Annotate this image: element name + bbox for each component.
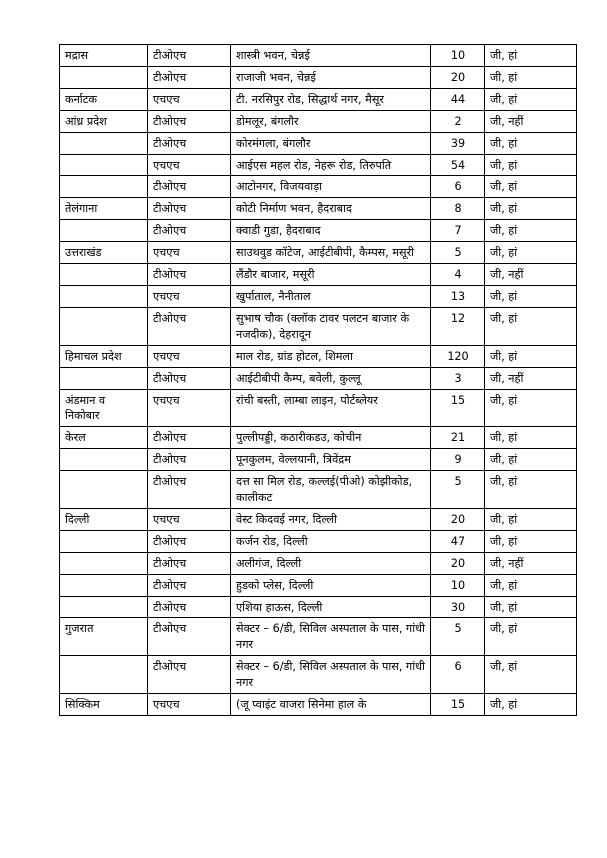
count-cell: 30 — [431, 596, 485, 618]
state-cell — [60, 176, 148, 198]
state-cell: सिक्किम — [60, 694, 148, 716]
availability-cell: जी, हां — [485, 154, 577, 176]
count-cell: 39 — [431, 132, 485, 154]
availability-cell: जी, हां — [485, 45, 577, 67]
type-cell: टीओएच — [148, 656, 231, 694]
type-cell: टीओएच — [148, 220, 231, 242]
state-cell — [60, 656, 148, 694]
type-cell: टीओएच — [148, 45, 231, 67]
address-cell: सेक्टर – 6/डी, सिविल अस्पताल के पास, गांधी नगर — [231, 618, 431, 656]
address-cell: कर्जन रोड, दिल्ली — [231, 530, 431, 552]
availability-cell: जी, हां — [485, 176, 577, 198]
type-cell: एचएच — [148, 285, 231, 307]
address-cell: डोमलूर, बंगलौर — [231, 110, 431, 132]
table-row — [60, 345, 577, 367]
count-cell: 5 — [431, 471, 485, 509]
state-cell — [60, 307, 148, 345]
availability-cell: जी, हां — [485, 471, 577, 509]
table-row — [60, 508, 577, 530]
count-cell: 47 — [431, 530, 485, 552]
availability-cell: जी, हां — [485, 132, 577, 154]
state-cell — [60, 264, 148, 286]
count-cell: 10 — [431, 574, 485, 596]
state-cell — [60, 530, 148, 552]
address-cell: आईटीबीपी कैम्प, बवेली, कुल्लू — [231, 367, 431, 389]
table-row — [60, 285, 577, 307]
table-row — [60, 66, 577, 88]
availability-cell: जी, हां — [485, 427, 577, 449]
address-cell: दत्त सा मिल रोड, कल्लई(पीओ) कोझीकोड, कालीकट — [231, 471, 431, 509]
type-cell: टीओएच — [148, 530, 231, 552]
availability-cell: जी, नहीं — [485, 367, 577, 389]
table-row — [60, 656, 577, 694]
table-row — [60, 449, 577, 471]
state-cell: केरल — [60, 427, 148, 449]
state-cell: अंडमान व निकोबार — [60, 389, 148, 427]
state-cell — [60, 367, 148, 389]
state-cell: गुजरात — [60, 618, 148, 656]
type-cell: टीओएच — [148, 552, 231, 574]
table-row — [60, 596, 577, 618]
address-cell: सेक्टर – 6/डी, सिविल अस्पताल के पास, गांधी नगर — [231, 656, 431, 694]
state-cell — [60, 449, 148, 471]
table-row — [60, 618, 577, 656]
type-cell: टीओएच — [148, 198, 231, 220]
address-cell: (जू प्वाइंट वाजरा सिनेमा हाल के — [231, 694, 431, 716]
address-cell: लैंडौर बाजार, मसूरी — [231, 264, 431, 286]
count-cell: 4 — [431, 264, 485, 286]
table-row — [60, 132, 577, 154]
state-cell — [60, 596, 148, 618]
availability-cell: जी, हां — [485, 694, 577, 716]
type-cell: टीओएच — [148, 66, 231, 88]
table-row — [60, 242, 577, 264]
count-cell: 20 — [431, 508, 485, 530]
table-row — [60, 264, 577, 286]
count-cell: 5 — [431, 618, 485, 656]
availability-cell: जी, हां — [485, 220, 577, 242]
availability-cell: जी, हां — [485, 285, 577, 307]
type-cell: एचएच — [148, 694, 231, 716]
availability-cell: जी, नहीं — [485, 110, 577, 132]
state-cell — [60, 154, 148, 176]
type-cell: टीओएच — [148, 449, 231, 471]
count-cell: 20 — [431, 552, 485, 574]
address-cell: पूनकुलम, वेल्लयानी, त्रिवेंद्रम — [231, 449, 431, 471]
table-row — [60, 694, 577, 716]
count-cell: 5 — [431, 242, 485, 264]
table-row — [60, 110, 577, 132]
table-row — [60, 552, 577, 574]
state-cell: मद्रास — [60, 45, 148, 67]
state-cell: आंध्र प्रदेश — [60, 110, 148, 132]
count-cell: 20 — [431, 66, 485, 88]
type-cell: एचएच — [148, 389, 231, 427]
availability-cell: जी, हां — [485, 530, 577, 552]
state-cell: हिमाचल प्रदेश — [60, 345, 148, 367]
availability-cell: जी, हां — [485, 88, 577, 110]
address-cell: हुडको प्लेस, दिल्ली — [231, 574, 431, 596]
count-cell: 10 — [431, 45, 485, 67]
count-cell: 44 — [431, 88, 485, 110]
type-cell: टीओएच — [148, 264, 231, 286]
address-cell: रांची बस्ती, लाम्बा लाइन, पोर्टब्लेयर — [231, 389, 431, 427]
address-cell: आईएस महल रोड, नेहरू रोड, तिरुपति — [231, 154, 431, 176]
type-cell: टीओएच — [148, 574, 231, 596]
count-cell: 7 — [431, 220, 485, 242]
count-cell: 2 — [431, 110, 485, 132]
address-cell: कोरमंगला, बंगलौर — [231, 132, 431, 154]
type-cell: टीओएच — [148, 176, 231, 198]
table-row — [60, 176, 577, 198]
address-cell: कोटी निर्माण भवन, हैदराबाद — [231, 198, 431, 220]
availability-cell: जी, हां — [485, 574, 577, 596]
type-cell: एचएच — [148, 242, 231, 264]
table-row — [60, 427, 577, 449]
address-cell: पुल्लीपड्डी, कठारीकडउ, कोचीन — [231, 427, 431, 449]
availability-cell: जी, हां — [485, 307, 577, 345]
state-cell — [60, 132, 148, 154]
availability-cell: जी, नहीं — [485, 552, 577, 574]
state-cell — [60, 66, 148, 88]
availability-cell: जी, हां — [485, 449, 577, 471]
type-cell: टीओएच — [148, 132, 231, 154]
table-row — [60, 574, 577, 596]
count-cell: 8 — [431, 198, 485, 220]
table-row — [60, 154, 577, 176]
availability-cell: जी, हां — [485, 66, 577, 88]
count-cell: 15 — [431, 694, 485, 716]
table-row — [60, 198, 577, 220]
table-row — [60, 367, 577, 389]
address-cell: खुर्पाताल, नैनीताल — [231, 285, 431, 307]
address-cell: शास्त्री भवन, चेन्नई — [231, 45, 431, 67]
table-row — [60, 389, 577, 427]
address-cell: अलीगंज, दिल्ली — [231, 552, 431, 574]
table-row — [60, 471, 577, 509]
type-cell: एचएच — [148, 88, 231, 110]
address-cell: क्वाडी गुडा, हैदराबाद — [231, 220, 431, 242]
count-cell: 21 — [431, 427, 485, 449]
address-cell: राजाजी भवन, चेन्नई — [231, 66, 431, 88]
availability-cell: जी, हां — [485, 198, 577, 220]
type-cell: टीओएच — [148, 307, 231, 345]
state-cell: उत्तराखंड — [60, 242, 148, 264]
address-cell: आटोनगर, विजयवाड़ा — [231, 176, 431, 198]
table-row — [60, 307, 577, 345]
count-cell: 120 — [431, 345, 485, 367]
availability-cell: जी, हां — [485, 656, 577, 694]
state-cell — [60, 285, 148, 307]
table-row — [60, 45, 577, 67]
state-cell — [60, 574, 148, 596]
availability-cell: जी, हां — [485, 508, 577, 530]
count-cell: 6 — [431, 656, 485, 694]
type-cell: टीओएच — [148, 471, 231, 509]
availability-cell: जी, हां — [485, 242, 577, 264]
type-cell: एचएच — [148, 508, 231, 530]
address-cell: माल रोड, ग्रांड होटल, शिमला — [231, 345, 431, 367]
count-cell: 54 — [431, 154, 485, 176]
address-cell: साउथवुड कॉटेज, आईटीबीपी, कैम्पस, मसूरी — [231, 242, 431, 264]
availability-cell: जी, हां — [485, 596, 577, 618]
count-cell: 15 — [431, 389, 485, 427]
type-cell: टीओएच — [148, 618, 231, 656]
type-cell: टीओएच — [148, 110, 231, 132]
state-cell: कर्नाटक — [60, 88, 148, 110]
type-cell: टीओएच — [148, 596, 231, 618]
state-cell — [60, 552, 148, 574]
address-cell: सुभाष चौक (क्लॉक टावर पलटन बाजार के नजदीक), देहरादून — [231, 307, 431, 345]
table-row — [60, 220, 577, 242]
availability-cell: जी, हां — [485, 618, 577, 656]
type-cell: टीओएच — [148, 427, 231, 449]
state-cell: दिल्ली — [60, 508, 148, 530]
table-body — [60, 45, 577, 716]
type-cell: एचएच — [148, 345, 231, 367]
count-cell: 9 — [431, 449, 485, 471]
table-row — [60, 530, 577, 552]
availability-cell: जी, नहीं — [485, 264, 577, 286]
address-cell: टी. नरसिपुर रोड, सिद्धार्थ नगर, मैसूर — [231, 88, 431, 110]
state-cell — [60, 471, 148, 509]
count-cell: 13 — [431, 285, 485, 307]
availability-cell: जी, हां — [485, 345, 577, 367]
availability-cell: जी, हां — [485, 389, 577, 427]
count-cell: 12 — [431, 307, 485, 345]
address-cell: एशिया हाऊस, दिल्ली — [231, 596, 431, 618]
count-cell: 3 — [431, 367, 485, 389]
table-row — [60, 88, 577, 110]
accommodation-table — [59, 44, 577, 716]
count-cell: 6 — [431, 176, 485, 198]
state-cell: तेलंगाना — [60, 198, 148, 220]
type-cell: टीओएच — [148, 367, 231, 389]
state-cell — [60, 220, 148, 242]
type-cell: एचएच — [148, 154, 231, 176]
address-cell: वेस्ट किदवई नगर, दिल्ली — [231, 508, 431, 530]
